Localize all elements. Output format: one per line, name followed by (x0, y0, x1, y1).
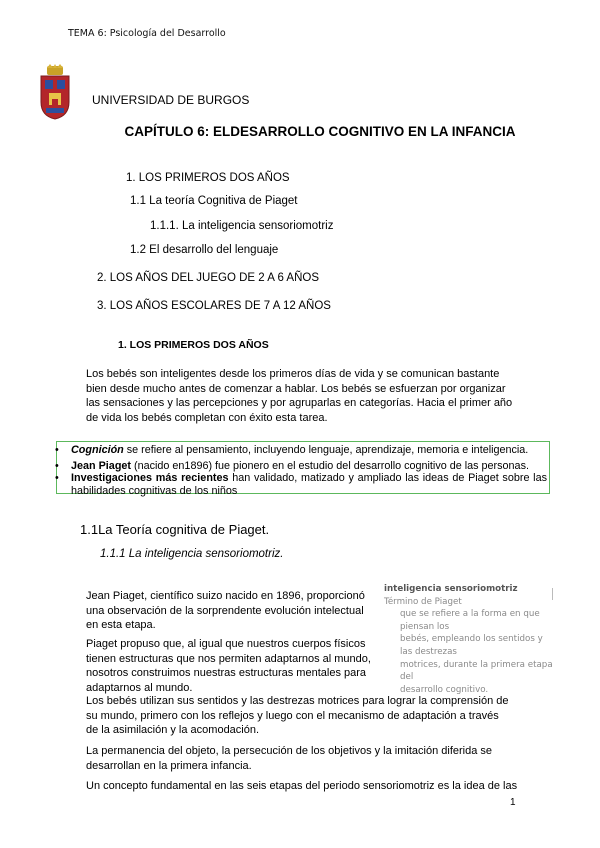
body-paragraph-4 (86, 744, 520, 773)
intro-paragraph (86, 367, 520, 425)
bullet-term: Jean Piaget (71, 460, 132, 472)
section-heading: 1. LOS PRIMEROS DOS AÑOS (118, 339, 269, 351)
body-paragraph-1 (86, 589, 384, 633)
institution-name: UNIVERSIDAD DE BURGOS (92, 93, 250, 107)
university-crest-icon (40, 64, 70, 120)
definition-line: desarrollo cognitivo. (400, 684, 489, 695)
body-line: Los bebés utilizan sus sentidos y las destrezas motrices para lograr la comprensión de (86, 695, 509, 707)
bullet-term: Investigaciones más recientes (71, 472, 229, 484)
intro-line: de vida los bebés completan con éxito esta tarea. (86, 411, 328, 424)
definition-line: bebés, empleando los sentidos y las destrezas (400, 634, 543, 657)
body-line: una observación de la sorprendente evolución intelectual (86, 604, 364, 617)
subsection-heading: 1.1La Teoría cognitiva de Piaget. (80, 522, 270, 537)
body-line: su mundo, primero con los reflejos y luego con el mecanismo de adaptación a través (86, 709, 499, 722)
bullet-icon: • (55, 444, 59, 456)
body-line: desarrollan en la primera infancia. (86, 759, 252, 772)
intro-line: bien desde mucho antes de comenzar a hablar. Los bebés se esfuerzan por organizar (86, 382, 506, 395)
subsubsection-heading: 1.1.1 La inteligencia sensoriomotriz. (100, 548, 284, 560)
intro-line: las sensaciones y las percepciones y por agruparlas en categorías. Hacia el primer año (86, 397, 513, 410)
intro-line: Los bebés son inteligentes desde los primeros días de vida y se comunican bastante (86, 368, 500, 380)
body-paragraph-3 (86, 694, 520, 738)
bullet-icon: • (55, 460, 59, 472)
body-line: Piaget propuso que, al igual que nuestros cuerpos físicos (86, 638, 366, 650)
bullet-term: Cognición (71, 444, 124, 456)
toc-item-2: 2. LOS AÑOS DEL JUEGO DE 2 A 6 AÑOS (97, 272, 319, 284)
body-line: Jean Piaget, científico suizo nacido en 1896, proporcionó (86, 590, 365, 602)
bullet-text: (nacido en1896) fue pionero en el estudio del desarrollo cognitivo de las personas. (131, 460, 529, 472)
toc-item-3: 3. LOS AÑOS ESCOLARES DE 7 A 12 AÑOS (97, 300, 331, 312)
body-line: nosotros construimos nuestras estructuras mentales para (86, 667, 367, 680)
body-paragraph-5 (86, 779, 520, 794)
body-line: en esta etapa. (86, 619, 156, 632)
chapter-title: CAPÍTULO 6: ELDESARROLLO COGNITIVO EN LA INFANCIA (124, 124, 516, 139)
body-line: tienen estructuras que nos permiten adaptarnos al mundo, (86, 652, 371, 665)
bullet-icon: • (55, 472, 59, 484)
body-line: de la asimilación y la acomodación. (86, 724, 260, 737)
toc-item-1-2: 1.2 El desarrollo del lenguaje (130, 244, 279, 256)
body-paragraph-2 (86, 637, 384, 695)
divider (552, 588, 553, 600)
toc-item-1-1-1: 1.1.1. La inteligencia sensoriomotriz (150, 220, 334, 232)
definition-line: Término de Piaget (384, 596, 462, 607)
bullet-text: se refiere al pensamiento, incluyendo lenguaje, aprendizaje, memoria e inteligencia. (123, 444, 529, 456)
body-line: Un concepto fundamental en las seis etapas del periodo sensoriomotriz es la idea de las (86, 780, 518, 792)
definition-line: que se refiere a la forma en que piensan los (400, 609, 540, 632)
definition-term: inteligencia sensoriomotriz (384, 584, 518, 594)
bullet-text: han validado, matizado y ampliado las ideas de Piaget sobre las habilidades cognitivas de los niños (71, 472, 547, 498)
running-header: TEMA 6: Psicología del Desarrollo (68, 28, 226, 39)
definition-box (384, 583, 554, 696)
definition-line: motrices, durante la primera etapa del (400, 659, 553, 683)
toc-item-1-1: 1.1 La teoría Cognitiva de Piaget (130, 195, 298, 207)
body-line: adaptarnos al mundo. (86, 681, 193, 694)
toc-item-1: 1. LOS PRIMEROS DOS AÑOS (126, 172, 290, 184)
page-number: 1 (510, 797, 516, 808)
body-line: La permanencia del objeto, la persecución de los objetivos y la imitación diferida se (86, 745, 493, 757)
